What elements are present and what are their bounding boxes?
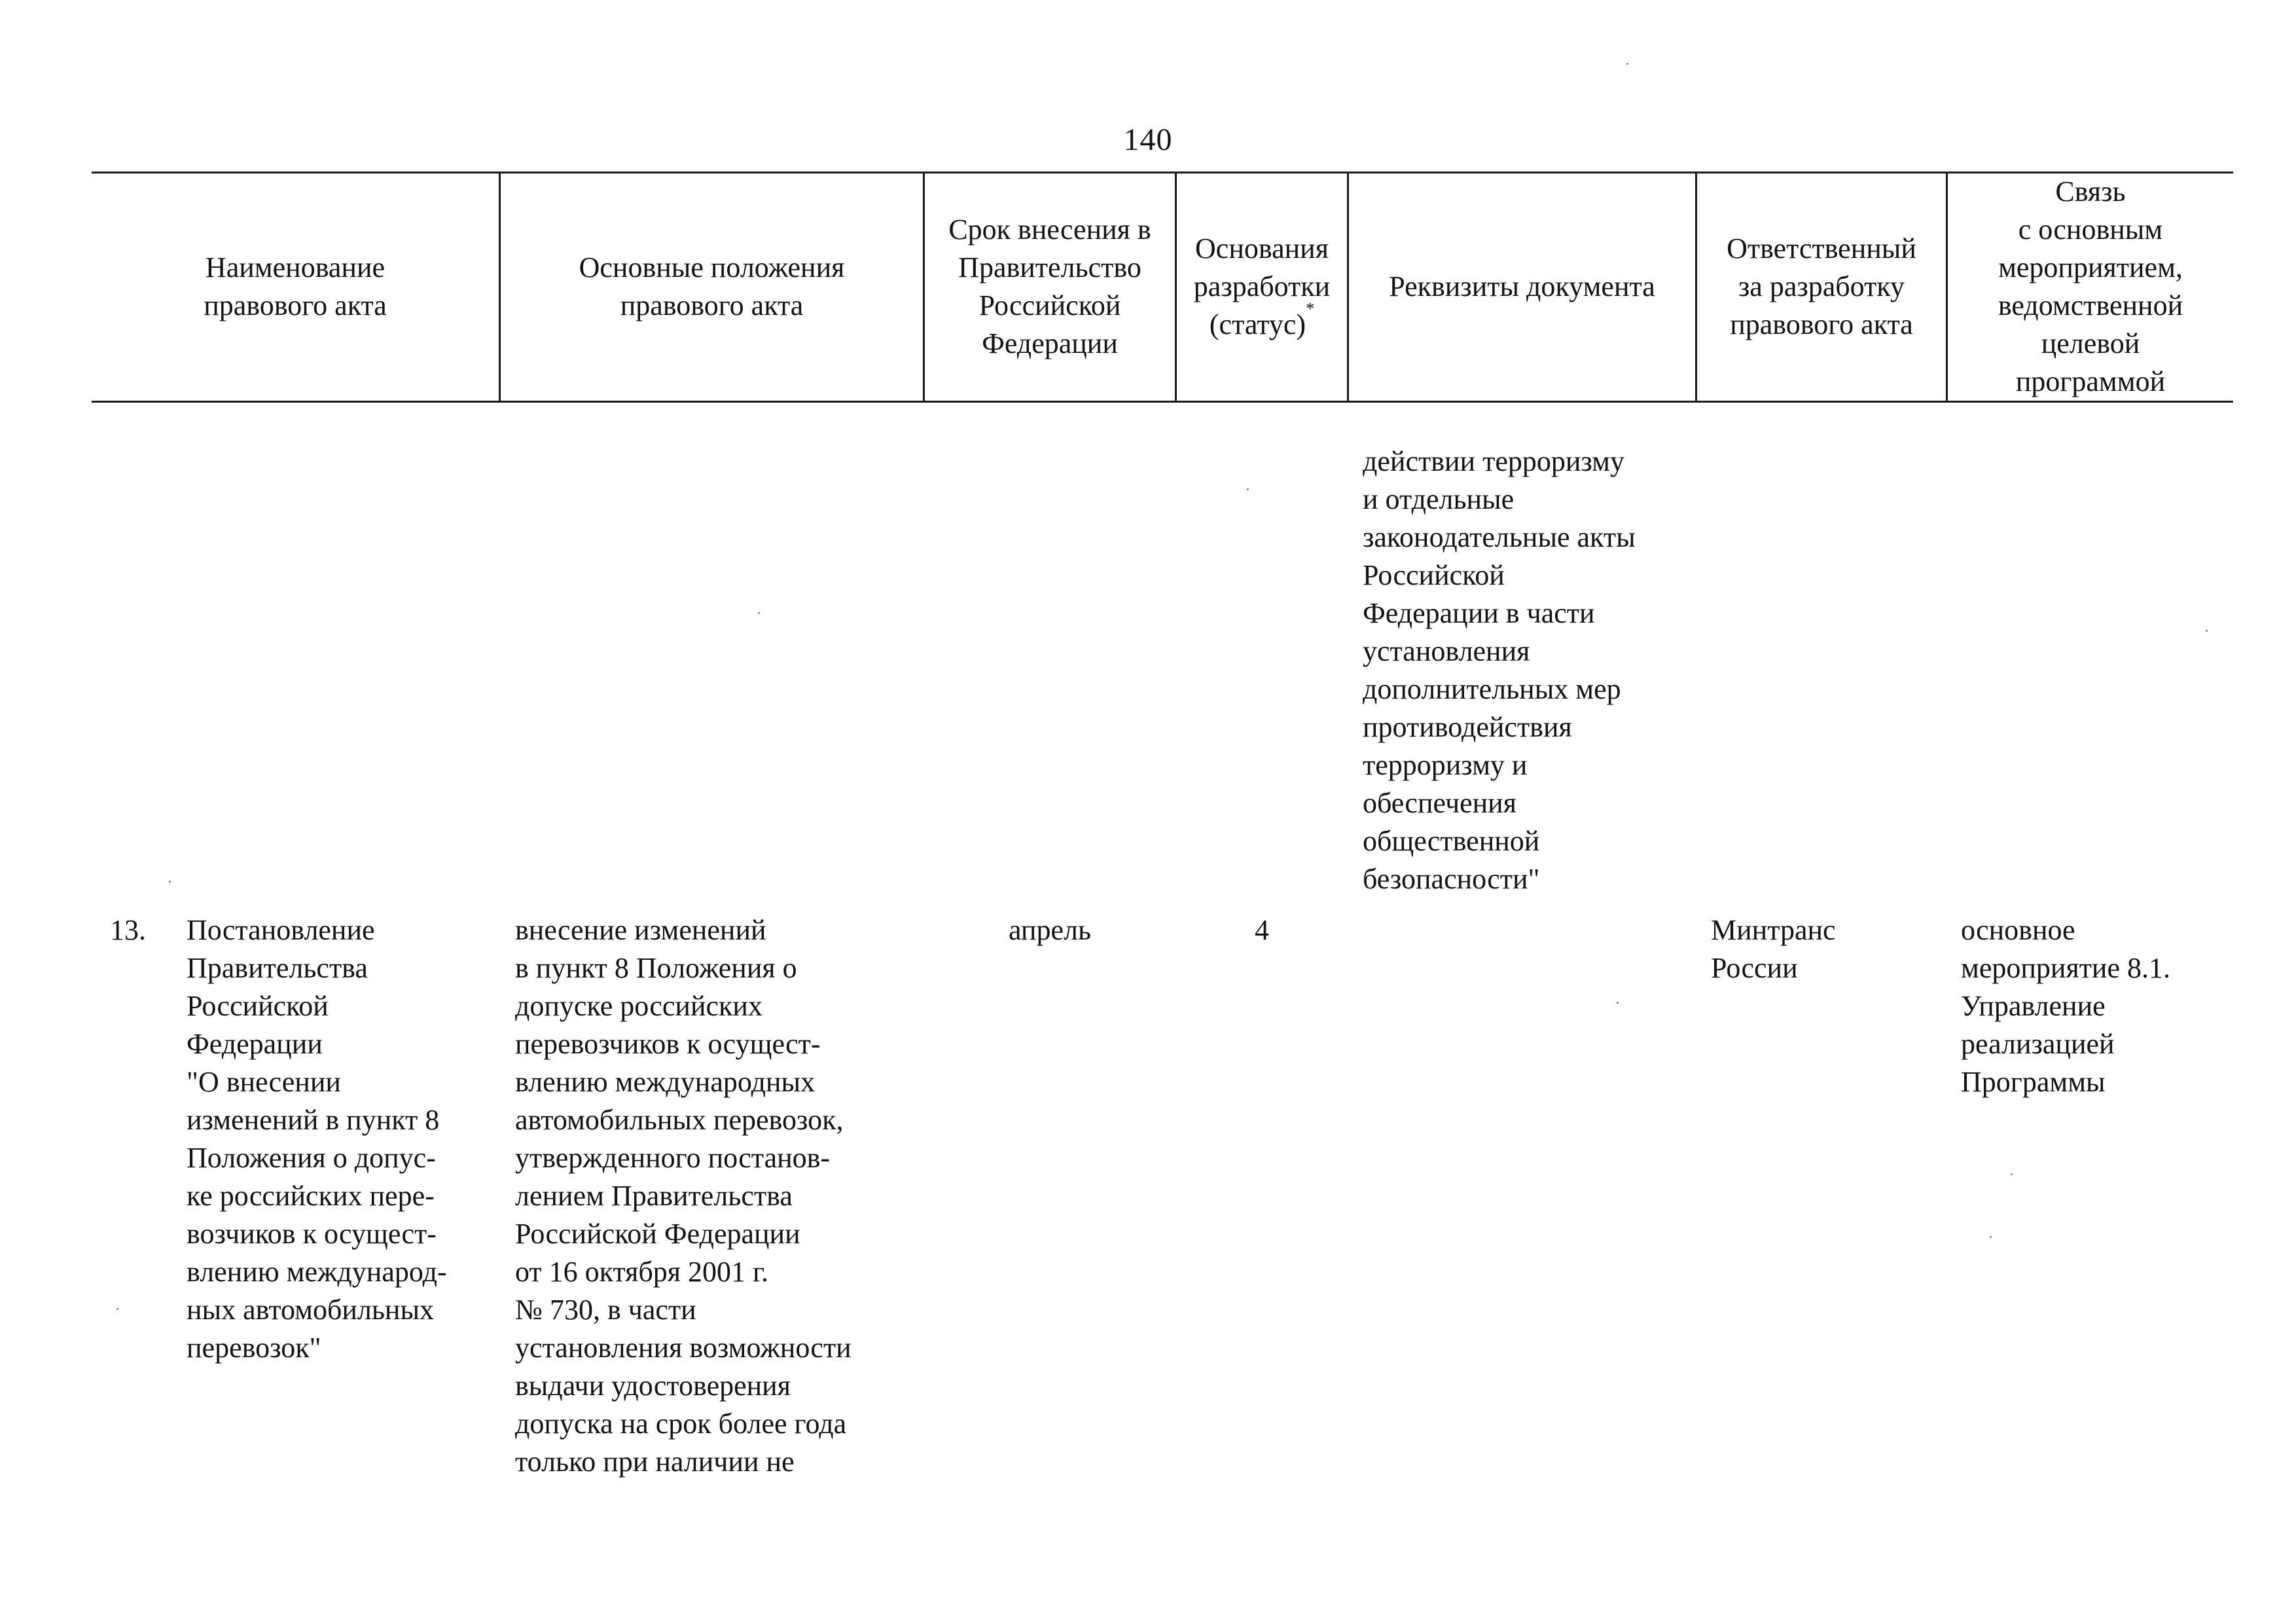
header-act-name-text: Наименование правового акта — [204, 251, 387, 321]
header-program-link-text: Связь с основным мероприятием, ведомственной целевой программой — [1998, 175, 2183, 397]
row-development-basis: 4 — [1255, 914, 1269, 946]
header-main-provisions-text: Основные положения правового акта — [579, 251, 845, 321]
header-document-details-text: Реквизиты документа — [1389, 270, 1655, 302]
continued-document-details: действии терроризму и отдельные законодательные акты Российской Федерации в части установления дополнительных мер противодействия терроризму и обеспечения общественной безопасности" — [1363, 445, 1636, 895]
header-submission-deadline-text: Срок внесения в Правительство Российской Федерации — [948, 213, 1151, 359]
row-act-name: Постановление Правительства Российской Федерации "О внесении изменений в пункт 8 Положения о допус- ке российских пере- возчиков к осущест- влению международ- ных автомобильных перевозок" — [187, 914, 447, 1364]
scan-speck — [1617, 1002, 1619, 1004]
scan-speck — [117, 1308, 118, 1310]
header-responsible-text: Ответственный за разработку правового акта — [1727, 232, 1916, 340]
scan-speck — [1247, 488, 1249, 490]
scan-speck — [758, 612, 760, 614]
header-act-name — [92, 172, 499, 402]
header-development-basis-text — [1194, 230, 1330, 344]
row-program-link: основное мероприятие 8.1. Управление реализацией Программы — [1961, 914, 2171, 1098]
header-development-basis-label: Основания разработки (статус) — [1193, 232, 1331, 340]
header-responsible — [1697, 172, 1946, 402]
header-program-link — [1948, 172, 2233, 402]
header-development-basis — [1177, 172, 1347, 402]
scan-speck — [1626, 63, 1628, 65]
scan-speck — [2011, 1173, 2013, 1175]
scan-speck — [2206, 630, 2208, 632]
row-responsible: Минтранс России — [1711, 914, 1836, 984]
scan-speck — [169, 881, 171, 883]
page-number: 140 — [1123, 122, 1173, 157]
header-main-provisions — [501, 172, 923, 402]
header-submission-deadline — [925, 172, 1175, 402]
footnote-asterisk: * — [1306, 299, 1315, 318]
row-submission-deadline: апрель — [1008, 914, 1092, 946]
row-number: 13. — [110, 914, 146, 946]
row-main-provisions: внесение изменений в пункт 8 Положения о допуске российских перевозчиков к осущест- влению международных автомобильных перевозок, утвержденного постанов- лением Правительства Российской Федерации от 16 октября 2001 г. № 730, в части установления возможности выдачи удостоверения допуска на срок более года только при наличии не — [515, 914, 852, 1478]
scan-speck — [1990, 1236, 1992, 1238]
header-document-details — [1349, 172, 1695, 402]
